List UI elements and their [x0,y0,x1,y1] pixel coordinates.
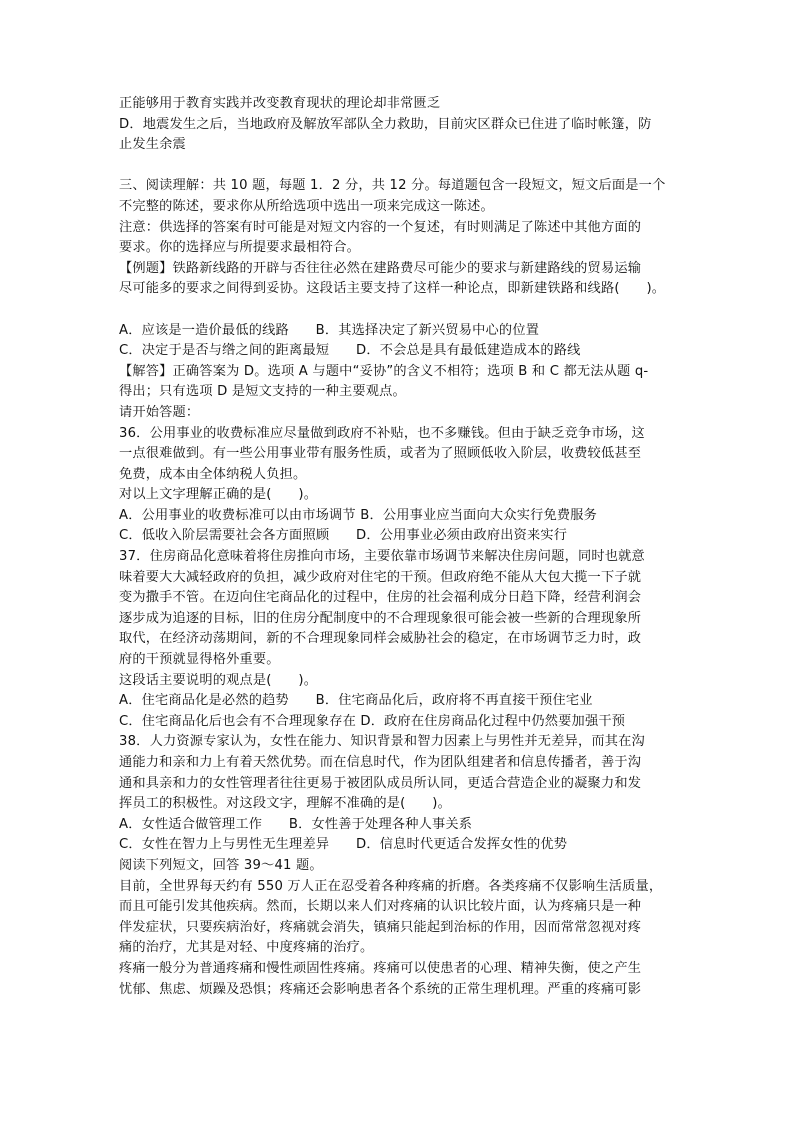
text-line: 挥员工的积极性。对这段文字，理解不准确的是( )。 [119,796,451,812]
text-line: 请开始答题： [119,404,200,420]
text-line: A．住宅商品化是必然的趋势 B．住宅商品化后，政府将不再直接干预住宅业 [119,693,593,709]
text-line: 取代，在经济动荡期间，新的不合理现象同样会威胁社会的稳定，在市场调节乏力时，政 [119,631,642,647]
text-line: 变为撒手不管。在迈向住宅商品化的过程中，住房的社会福利成分日趋下降，经营利润会 [119,590,642,606]
text-line: 尽可能多的要求之间得到妥协。这段话主要支持了这样一种论点，即新建铁路和线路( )。 [119,281,666,297]
text-line: 要求。你的选择应与所提要求最相符合。 [119,240,360,256]
text-line: C．住宅商品化后也会有不合理现象存在 D．政府在住房商品化过程中仍然要加强干预 [119,713,626,729]
text-line: 通和具亲和力的女性管理者往往更易于被团队成员所认同，更适合营造企业的凝聚力和发 [119,775,642,791]
text-line: 逐步成为追逐的目标，旧的住房分配制度中的不合理现象很可能会被一些新的合理现象所 [119,610,642,626]
text-line: A．女性适合做管理工作 B．女性善于处理各种人事关系 [119,816,473,832]
text-line: 38．人力资源专家认为，女性在能力、知识背景和智力因素上与男性并无差异，而其在沟 [119,734,645,750]
text-line: 疼痛一般分为普通疼痛和慢性顽固性疼痛。疼痛可以使患者的心理、精神失衡，使之产生 [119,960,642,976]
text-line: C．女性在智力上与男性无生理差异 D．信息时代更适合发挥女性的优势 [119,837,568,853]
text-line: 36．公用事业的收费标准应尽量做到政府不补贴，也不多赚钱。但由于缺乏竞争市场，这 [119,425,645,441]
text-line: 【解答】正确答案为 D。选项 A 与题中“妥协”的含义不相符；选项 B 和 C 都无法从题 q- [119,363,649,379]
text-line: A．应该是一造价最低的线路 B．其选择决定了新兴贸易中心的位置 [119,322,540,338]
text-line: 正能够用于教育实践并改变教育现状的理论却非常匮乏 [119,96,441,111]
text-line: 【例题】铁路新线路的开辟与否往往必然在建路费尽可能少的要求与新建路线的贸易运输 [119,260,642,276]
text-line: 而且可能引发其他疾病。然而，长期以来人们对疼痛的认识比较片面，认为疼痛只是一种 [119,899,642,915]
text-line: 通能力和亲和力上有着天然优势。而在信息时代，作为团队组建者和信息传播者，善于沟 [119,755,642,770]
text-line: 对以上文字理解正确的是( )。 [119,487,318,503]
text-line: 注意：供选择的答案有时可能是对短文内容的一个复述，有时则满足了陈述中其他方面的 [119,219,642,235]
text-line: 这段话主要说明的观点是( )。 [119,672,318,688]
text-line: 止发生余震 [119,137,186,153]
text-line: 痛的治疗，尤其是对轻、中度疼痛的治疗。 [119,940,374,956]
blank-line [119,300,679,321]
text-line: 忧郁、焦虑、烦躁及恐惧；疼痛还会影响患者各个系统的正常生理机理。严重的疼痛可影 [119,981,642,997]
text-line: 不完整的陈述，要求你从所给选项中选出一项来完成这一陈述。 [119,198,494,214]
text-line: 37．住房商品化意味着将住房推向市场，主要依靠市场调节来解决住房问题，同时也就意 [119,549,645,565]
text-line: 府的干预就显得格外重要。 [119,652,280,668]
blank-line [119,156,679,177]
text-line: 一点很难做到。有一些公用事业带有服务性质，或者为了照顾低收入阶层，收费较低甚至 [119,446,642,462]
text-line: C．决定于是否与绺之间的距离最短 D．不会总是具有最低建造成本的路线 [119,343,581,359]
text-line: C．低收入阶层需要社会各方面照顾 D．公用事业必须由政府出资来实行 [119,528,568,544]
text-line: 阅读下列短文，回答 39～41 题。 [119,857,323,873]
text-line: 味着要大大减轻政府的负担，减少政府对住宅的干预。但政府绝不能从大包大揽一下子就 [119,569,642,585]
text-line: D．地震发生之后，当地政府及解放军部队全力救助，目前灾区群众已住进了临时帐篷，防 [119,116,652,132]
text-line: A．公用事业的收费标准可以由市场调节 B．公用事业应当面向大众实行免费服务 [119,507,598,523]
text-line: 目前，全世界每天约有 550 万人正在忍受着各种疼痛的折磨。各类疼痛不仅影响生活质量， [119,878,663,894]
text-line: 伴发症状，只要疾病治好，疼痛就会消失，镇痛只能起到治标的作用，因而常常忽视对疼 [119,919,642,935]
document-body [119,94,679,1000]
text-line: 三、阅读理解：共 10 题，每题 1．2 分，共 12 分。每道题包含一段短文，短文后面是一个 [119,178,666,194]
text-line: 免费，成本由全体纳税人负担。 [119,466,307,482]
text-line: 得出；只有选项 D 是短文支持的一种主要观点。 [119,384,406,400]
